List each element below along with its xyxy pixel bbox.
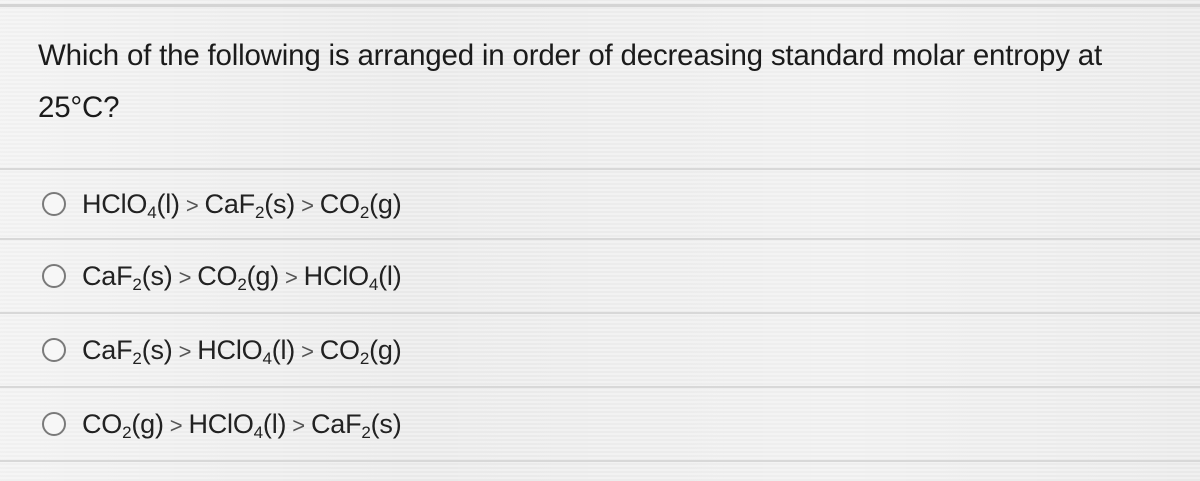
question-text: Which of the following is arranged in order of decreasing standard molar entropy at 25°C?	[38, 39, 1103, 124]
answer-option-label	[82, 335, 402, 366]
answer-option-label	[82, 409, 402, 440]
greater-than-sign: >	[301, 338, 314, 364]
chemical-formula: $CO_2(g)$	[197, 260, 280, 294]
greater-than-sign: >	[178, 338, 192, 364]
radio-button-icon[interactable]	[42, 338, 66, 362]
greater-than-sign: >	[285, 264, 298, 290]
radio-button-icon[interactable]	[42, 192, 66, 216]
chemical-formula: HClO$_4$(l)	[303, 260, 402, 294]
top-divider	[0, 4, 1200, 7]
answer-option-label	[82, 189, 402, 220]
answer-option-a[interactable]	[0, 168, 1200, 240]
radio-button-icon[interactable]	[42, 412, 66, 436]
chemical-formula: $CO_2(g)$	[319, 334, 402, 368]
greater-than-sign: >	[301, 192, 314, 218]
greater-than-sign: >	[178, 264, 192, 290]
answer-option-c[interactable]	[0, 314, 1200, 388]
answer-option-d[interactable]	[0, 388, 1200, 462]
chemical-formula: CaF$_2$(s)	[204, 188, 296, 222]
chemical-formula: HClO$_4$(l)	[188, 408, 287, 442]
answer-option-b[interactable]	[0, 240, 1200, 314]
radio-button-icon[interactable]	[42, 264, 66, 288]
chemical-formula: HClO$_4$(l)	[82, 188, 180, 222]
answer-option-label	[82, 261, 402, 292]
chemical-formula: CaF$_2$(s)	[310, 408, 402, 442]
chemical-formula: HClO$_4$(l)	[197, 334, 296, 368]
answer-options	[0, 168, 1200, 462]
greater-than-sign: >	[169, 412, 183, 438]
chemical-formula: $CO_2(g)$	[319, 188, 402, 222]
greater-than-sign: >	[185, 192, 199, 218]
chemical-formula: CaF$_2$(s)	[82, 260, 173, 294]
greater-than-sign: >	[292, 412, 305, 438]
chemical-formula: CaF$_2$(s)	[82, 334, 173, 368]
chemical-formula: $CO_2(g)$	[82, 408, 164, 442]
